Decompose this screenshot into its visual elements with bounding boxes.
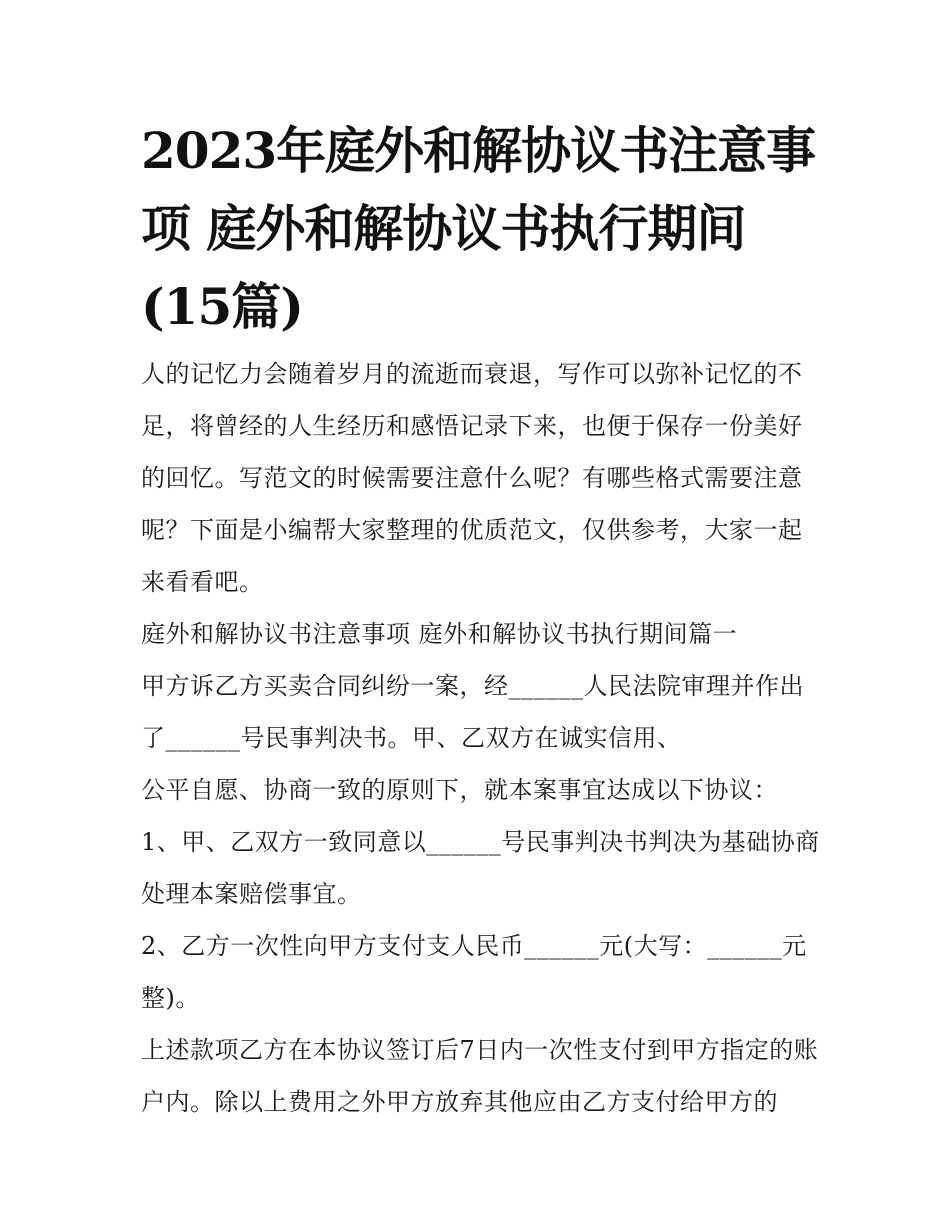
agreement-line-3: 公平自愿、协商一致的原则下，就本案事宜达成以下协议：	[141, 776, 778, 804]
clause-2: 2、乙方一次性向甲方支付支人民币______元(大写：______元整)。	[141, 932, 807, 1012]
clause-1: 1、甲、乙双方一致同意以______号民事判决书判决为基础协商处理本案赔偿事宜。	[141, 828, 820, 908]
document-content	[141, 112, 821, 1128]
title-line-2: 项 庭外和解协议书执行期间	[141, 199, 746, 258]
agreement-line-2: 了______号民事判决书。甲、乙双方在诚实信用、	[141, 724, 682, 752]
intro-paragraph: 人的记忆力会随着岁月的流逝而衰退，写作可以弥补记忆的不足，将曾经的人生经历和感悟记录下来，也便于保存一份美好的回忆。写范文的时候需要注意什么呢？有哪些格式需要注意呢？下面是小编帮大家整理的优质范文，仅供参考，大家一起来看看吧。	[141, 360, 803, 596]
agreement-line-1: 甲方诉乙方买卖合同纠纷一案，经______人民法院审理并作出	[141, 672, 804, 700]
document-body	[141, 348, 821, 1128]
title-line-1: 2023年庭外和解协议书注意事	[141, 121, 816, 180]
title-line-3: (15篇)	[141, 277, 303, 336]
payment-terms-paragraph: 上述款项乙方在本协议签订后7日内一次性支付到甲方指定的账户内。除以上费用之外甲方放弃其他应由乙方支付给甲方的	[141, 1036, 819, 1116]
section-heading: 庭外和解协议书注意事项 庭外和解协议书执行期间篇一	[141, 620, 738, 648]
document-title	[141, 112, 821, 346]
